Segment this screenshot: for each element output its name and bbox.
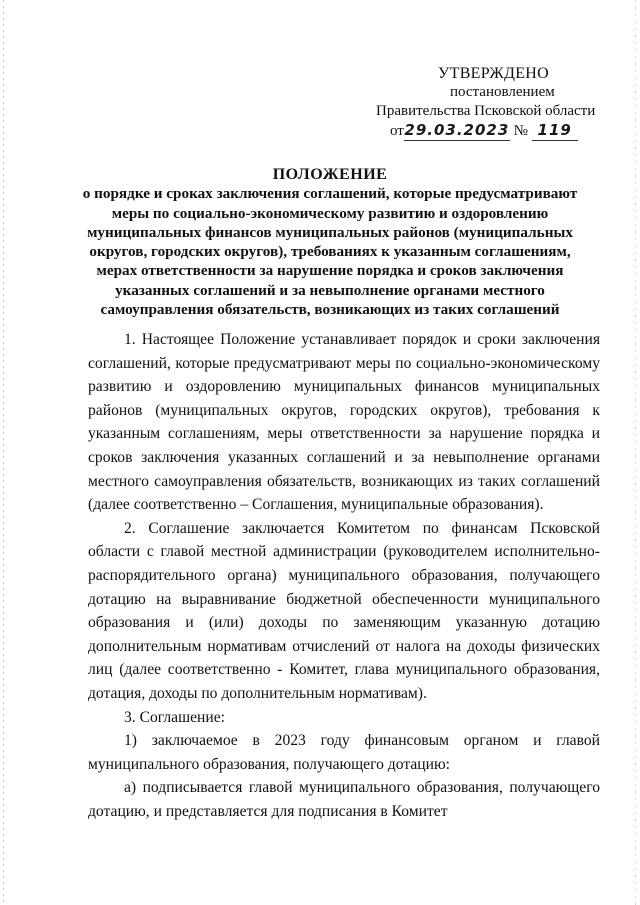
date-prefix: от bbox=[390, 123, 404, 139]
approval-title: УТВЕРЖДЕНО bbox=[438, 65, 550, 82]
paragraph-5: а) подписывается главой муниципального образования, получающего дотацию, и представляется для подписания в Комитет bbox=[88, 779, 600, 820]
scan-left-edge bbox=[3, 0, 4, 905]
subtitle-line: самоуправления обязательств, возникающих из таких соглашений bbox=[100, 301, 560, 319]
approval-by: постановлением bbox=[450, 84, 555, 100]
subtitle-line: мерах ответственности за нарушение порядка и сроков заключения bbox=[96, 262, 564, 280]
subtitle-line: округов, городских округов), требованиях к указанным соглашениям, bbox=[89, 243, 571, 261]
paragraph-4: 1) заключаемое в 2023 году финансовым органом и главой муниципального образования, получающего дотацию: bbox=[88, 732, 600, 773]
subtitle-line: указанных соглашений и за невыполнение органами местного bbox=[115, 281, 545, 299]
paragraph-1: 1. Настоящее Положение устанавливает порядок и сроки заключения соглашений, которые предусматривают меры по социально-экономическому развитию и оздоровлению муниципальных финансов муниципальных районов (муниципальных округов, городских округов), требования к указанным соглашениям, меры ответственности за нарушение порядка и сроков заключения указанных соглашений и за невыполнение органами местного самоуправления обязательств, возникающих из таких соглашений (далее соответственно – Соглашения, муниципальные образования). bbox=[88, 331, 600, 514]
document-heading: ПОЛОЖЕНИЕ bbox=[272, 166, 388, 183]
subtitle-line: меры по социально-экономическому развитию и оздоровлению bbox=[111, 204, 549, 222]
subtitle-line: о порядке и сроках заключения соглашений, которые предусматривают bbox=[82, 185, 578, 203]
subtitle-line: муниципальных финансов муниципальных районов (муниципальных bbox=[87, 223, 573, 241]
decree-line bbox=[370, 121, 610, 143]
handwritten-date: 29.03.2023 bbox=[404, 121, 510, 139]
approval-org: Правительства Псковской области bbox=[376, 103, 596, 119]
approval-block bbox=[370, 64, 610, 143]
handwritten-number: 119 bbox=[532, 121, 578, 141]
document-body bbox=[88, 328, 600, 823]
number-prefix: № bbox=[513, 123, 528, 139]
document-title-block bbox=[60, 165, 600, 319]
paragraph-3: 3. Соглашение: bbox=[124, 708, 225, 726]
paragraph-2: 2. Соглашение заключается Комитетом по финансам Псковской области с главой местной администрации (руководителем исполнительно-распорядительного органа) муниципального образования, получающего дотацию на выравнивание бюджетной обеспеченности муниципального образования и (или) доходы по заменяющим указанную дотацию дополнительным нормативам отчислений от налога на доходы физических лиц (далее соответственно - Комитет, глава муниципального образования, дотация, доходы по дополнительным нормативам). bbox=[88, 519, 600, 702]
scan-right-edge bbox=[635, 0, 636, 905]
